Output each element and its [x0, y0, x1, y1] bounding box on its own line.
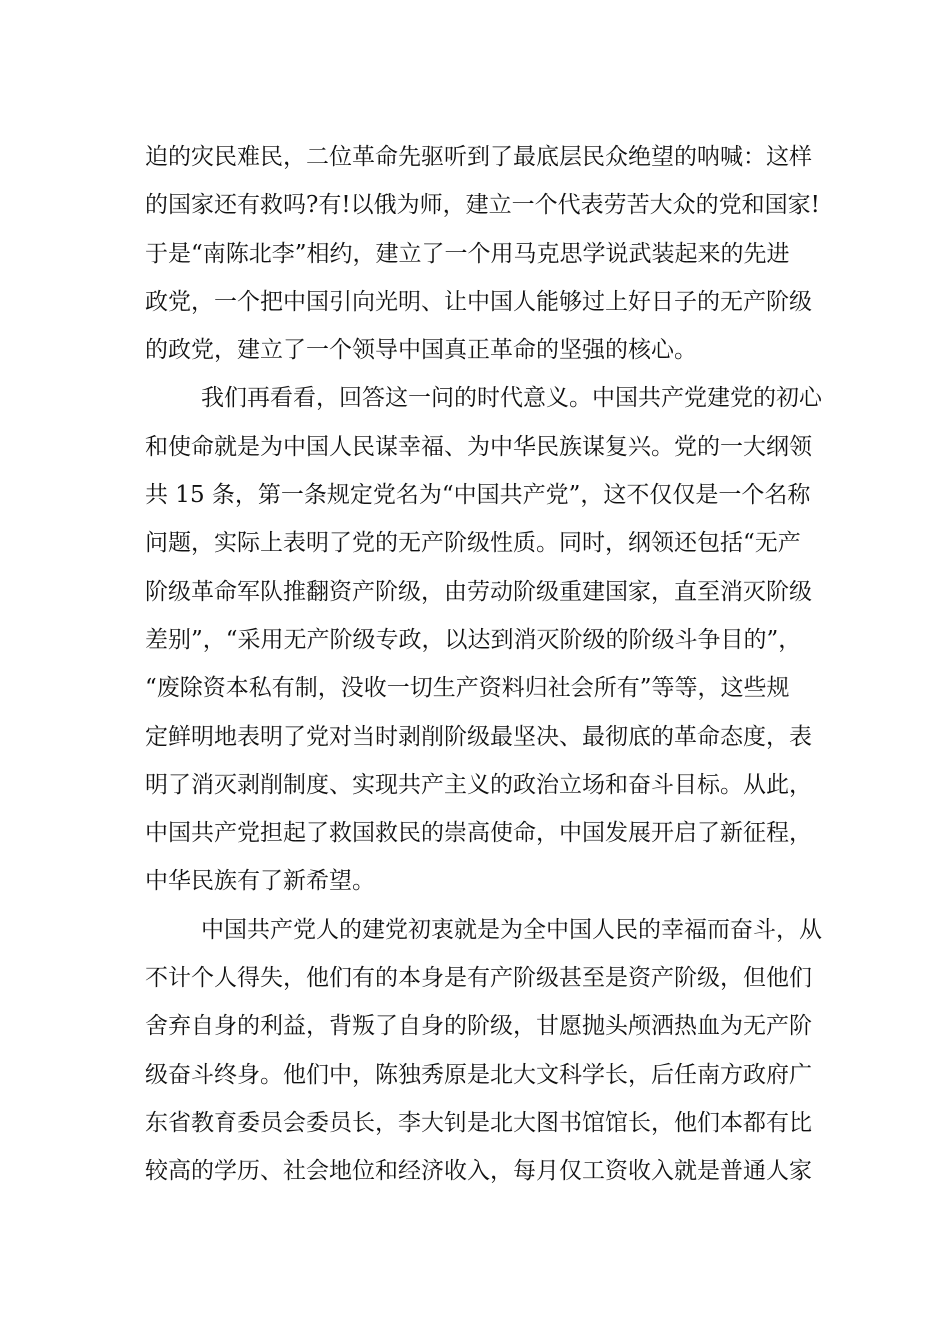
- text-line: 迫的灾民难民，二位革命先驱听到了最底层民众绝望的呐喊：这样: [145, 144, 812, 170]
- paragraph-1: [145, 133, 820, 374]
- text-line: 我们再看看，回答这一问的时代意义。中国共产党建党的初心: [201, 385, 822, 412]
- text-line: 定鲜明地表明了党对当时剥削阶级最坚决、最彻底的革命态度，表: [145, 723, 812, 750]
- text-line: 明了消灭剥削制度、实现共产主义的政治立场和奋斗目标。从此，: [145, 771, 812, 798]
- text-line: 的国家还有救吗?有!以俄为师，建立一个代表劳苦大众的党和国家!: [145, 192, 820, 219]
- text-line: 的政党，建立了一个领导中国真正革命的坚强的核心。: [145, 337, 697, 364]
- text-line: 东省教育委员会委员长，李大钊是北大图书馆馆长，他们本都有比: [145, 1109, 812, 1136]
- text-line: 问题，实际上表明了党的无产阶级性质。同时，纲领还包括“无产: [145, 530, 801, 557]
- text-line: 中国共产党人的建党初衷就是为全中国人民的幸福而奋斗，从: [201, 916, 822, 943]
- text-line: 于是“南陈北李”相约，建立了一个用马克思学说武装起来的先进: [145, 240, 790, 267]
- text-line: 较高的学历、社会地位和经济收入，每月仅工资收入就是普通人家: [145, 1158, 812, 1185]
- text-line: 中国共产党担起了救国救民的崇高使命，中国发展开启了新征程，: [145, 820, 812, 847]
- text-line: 不计个人得失，他们有的本身是有产阶级甚至是资产阶级，但他们: [145, 965, 812, 992]
- text-line: 共 15 条，第一条规定党名为“中国共产党”，这不仅仅是一个名称: [145, 482, 811, 509]
- text-line: 中华民族有了新希望。: [145, 868, 375, 895]
- text-line: 和使命就是为中国人民谋幸福、为中华民族谋复兴。党的一大纲领: [145, 433, 812, 460]
- paragraph-3: [145, 906, 820, 1196]
- document-body: [145, 133, 820, 1196]
- paragraph-2: [145, 374, 820, 905]
- text-line: 政党，一个把中国引向光明、让中国人能够过上好日子的无产阶级: [145, 288, 812, 315]
- text-line: 舍弃自身的利益，背叛了自身的阶级，甘愿抛头颅洒热血为无产阶: [145, 1013, 812, 1040]
- text-line: 阶级革命军队推翻资产阶级，由劳动阶级重建国家，直至消灭阶级: [145, 578, 812, 605]
- text-line: “废除资本私有制，没收一切生产资料归社会所有”等等，这些规: [145, 675, 790, 702]
- text-line: 差别”，“采用无产阶级专政，以达到消灭阶级的阶级斗争目的”，: [145, 626, 802, 653]
- text-line: 级奋斗终身。他们中，陈独秀原是北大文科学长，后任南方政府广: [145, 1061, 812, 1088]
